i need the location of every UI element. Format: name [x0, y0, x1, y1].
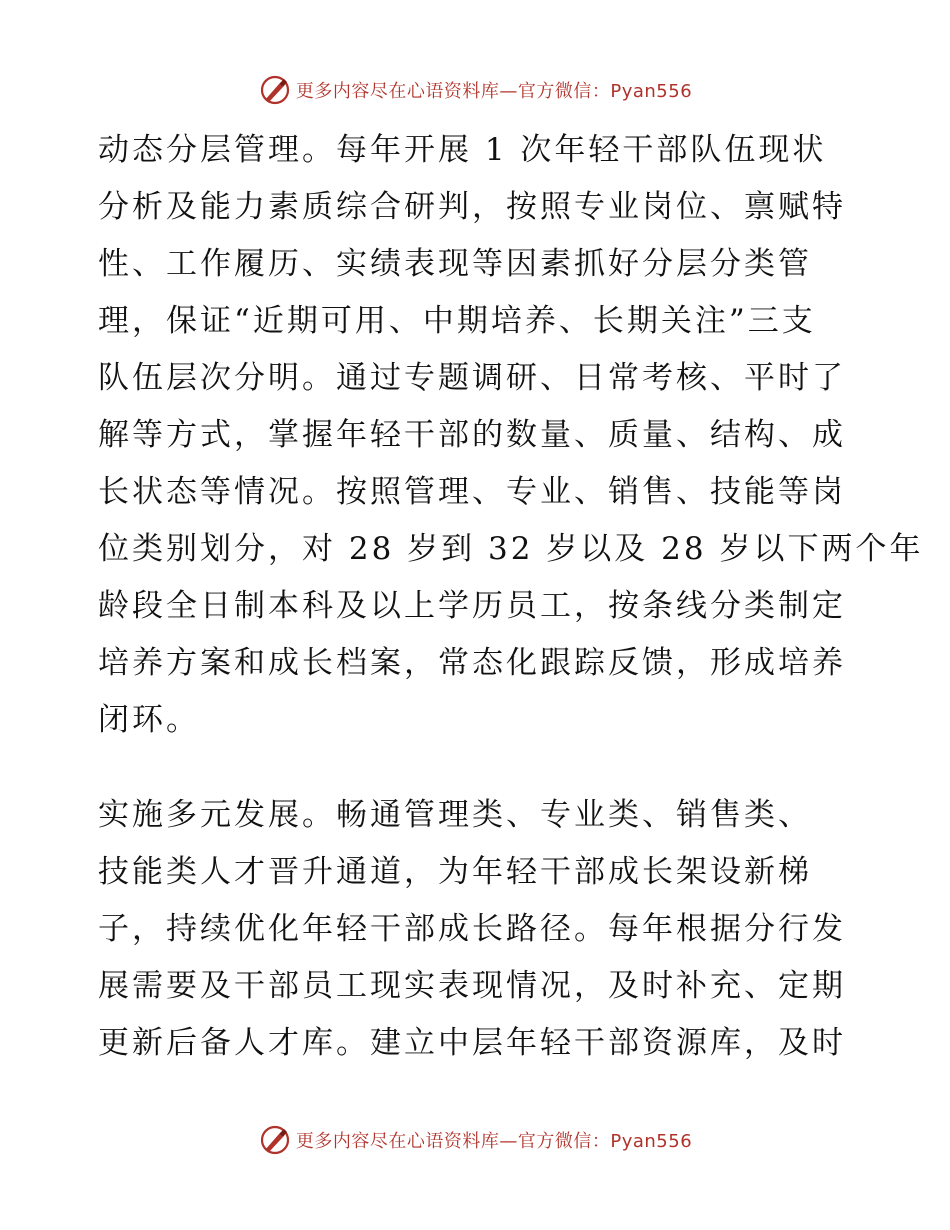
header-banner-text: 更多内容尽在心语资料库—官方微信：Pyan556: [295, 81, 693, 102]
paragraph-2: [98, 787, 858, 1072]
text-line: 动态分层管理。每年开展 1 次年轻干部队伍现状: [98, 132, 827, 168]
text-line: 理，保证“近期可用、中期培养、长期关注”三支: [98, 303, 816, 339]
header-banner: [0, 70, 950, 110]
text-line: 队伍层次分明。通过专题调研、日常考核、平时了: [98, 360, 846, 396]
text-line: 技能类人才晋升通道，为年轻干部成长架设新梯: [98, 854, 812, 890]
text-line: 闭环。: [98, 702, 200, 738]
pen-logo-icon: [258, 73, 292, 107]
text-line: 龄段全日制本科及以上学历员工，按条线分类制定: [98, 588, 846, 624]
text-line: 位类别划分，对 28 岁到 32 岁以及 28 岁以下两个年: [98, 531, 924, 567]
text-line: 培养方案和成长档案，常态化跟踪反馈，形成培养: [98, 645, 846, 681]
footer-banner-text: 更多内容尽在心语资料库—官方微信：Pyan556: [295, 1131, 693, 1152]
footer-banner: [0, 1120, 950, 1160]
text-line: 长状态等情况。按照管理、专业、销售、技能等岗: [98, 474, 846, 510]
paragraph-gap: [98, 749, 858, 787]
text-line: 实施多元发展。畅通管理类、专业类、销售类、: [98, 797, 812, 833]
text-line: 分析及能力素质综合研判，按照专业岗位、禀赋特: [98, 189, 846, 225]
text-line: 更新后备人才库。建立中层年轻干部资源库，及时: [98, 1025, 846, 1061]
text-line: 子，持续优化年轻干部成长路径。每年根据分行发: [98, 911, 846, 947]
paragraph-1: [98, 122, 924, 749]
document-body: [98, 122, 924, 1072]
pen-logo-icon: [258, 1123, 292, 1157]
text-line: 展需要及干部员工现实表现情况，及时补充、定期: [98, 968, 846, 1004]
text-line: 性、工作履历、实绩表现等因素抓好分层分类管: [98, 246, 812, 282]
text-line: 解等方式，掌握年轻干部的数量、质量、结构、成: [98, 417, 846, 453]
